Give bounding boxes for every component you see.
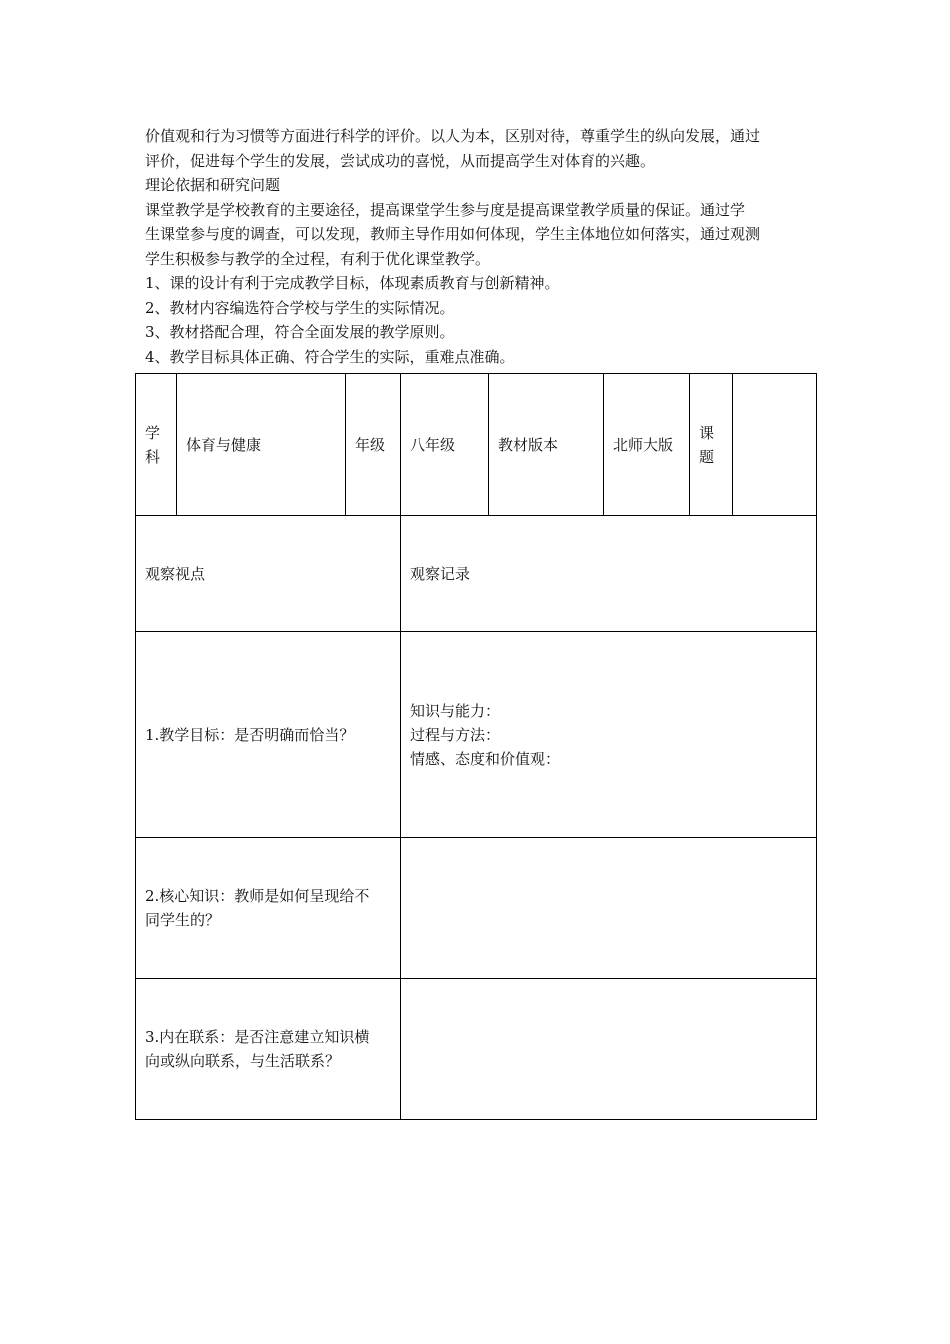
grade-value[interactable]: 八年级 <box>401 374 489 516</box>
record-cell[interactable] <box>401 838 817 979</box>
record-cell[interactable] <box>401 979 817 1120</box>
edition-label: 教材版本 <box>489 374 604 516</box>
topic-label: 课 题 <box>690 374 733 516</box>
criteria-item: 3、教材搭配合理，符合全面发展的教学原则。 <box>145 323 455 341</box>
intro-line: 学生积极参与教学的全过程，有利于优化课堂教学。 <box>145 249 491 268</box>
table-row <box>136 632 817 838</box>
topic-value[interactable] <box>733 374 817 516</box>
record-line: 过程与方法： <box>410 725 501 744</box>
criteria-item: 4、教学目标具体正确、符合学生的实际，重难点准确。 <box>145 347 515 366</box>
grade-label: 年级 <box>346 374 401 516</box>
viewpoint-cell: 3.内在联系：是否注意建立知识横 向或纵向联系，与生活联系？ <box>136 979 401 1120</box>
subject-label: 学 科 <box>136 374 177 516</box>
viewpoint-cell: 2.核心知识：教师是如何呈现给不 同学生的？ <box>136 838 401 979</box>
record-cell[interactable] <box>401 632 817 838</box>
subject-value[interactable]: 体育与健康 <box>177 374 346 516</box>
intro-line: 评价，促进每个学生的发展，尝试成功的喜悦，从而提高学生对体育的兴趣。 <box>145 151 656 170</box>
edition-value[interactable]: 北师大版 <box>604 374 690 516</box>
viewpoint-cell: 1.教学目标：是否明确而恰当？ <box>136 632 401 838</box>
table-header-row <box>136 374 817 516</box>
column-header-row <box>136 516 817 632</box>
record-line: 情感、态度和价值观： <box>410 749 561 768</box>
table-row <box>136 979 817 1120</box>
intro-text <box>145 124 810 369</box>
intro-line: 生课堂参与度的调查，可以发现，教师主导作用如何体现，学生主体地位如何落实，通过观测 <box>145 225 761 243</box>
record-header: 观察记录 <box>401 516 817 632</box>
section-heading: 理论依据和研究问题 <box>145 176 281 194</box>
observation-table <box>135 373 817 1120</box>
intro-line: 价值观和行为习惯等方面进行科学的评价。以人为本，区别对待，尊重学生的纵向发展，通过 <box>145 127 761 145</box>
record-line: 知识与能力： <box>410 701 501 720</box>
table-row <box>136 838 817 979</box>
viewpoint-header: 观察视点 <box>136 516 401 632</box>
criteria-item: 1、课的设计有利于完成教学目标，体现素质教育与创新精神。 <box>145 274 560 292</box>
criteria-item: 2、教材内容编选符合学校与学生的实际情况。 <box>145 298 455 317</box>
intro-line: 课堂教学是学校教育的主要途径，提高课堂学生参与度是提高课堂教学质量的保证。通过学 <box>145 200 746 219</box>
